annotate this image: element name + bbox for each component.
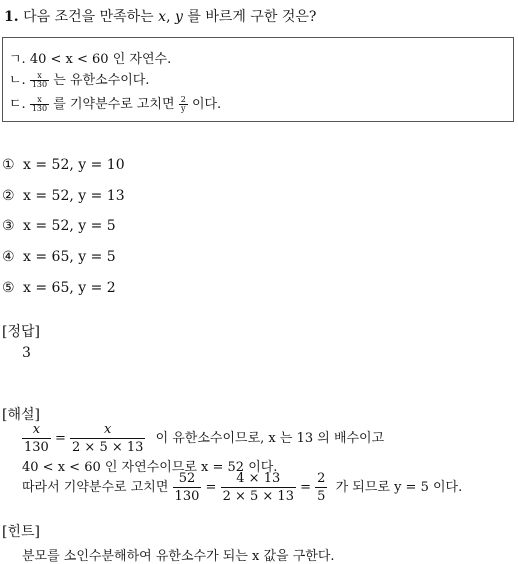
choice-1-marker: ①	[2, 157, 15, 173]
explanation-1-f1-num: x	[32, 422, 41, 437]
explanation-3-f1-den: 130	[174, 489, 200, 504]
question-sep: ,	[166, 9, 171, 25]
condition-3-text-end: 이다.	[191, 97, 222, 112]
choice-1-text: x = 52, y = 10	[23, 157, 125, 173]
explanation-3-text-after: 가 되므로 y = 5 이다.	[335, 480, 463, 495]
explanation-1-fraction-1	[22, 423, 51, 454]
explanation-1-eq: =	[54, 431, 66, 446]
choice-3[interactable]	[2, 218, 116, 234]
answer-value: 3	[22, 345, 31, 361]
choice-3-text: x = 52, y = 5	[23, 218, 116, 234]
choice-5-text: x = 65, y = 2	[23, 280, 116, 296]
explanation-line-1	[22, 423, 384, 454]
condition-3-num2: 2	[180, 95, 186, 104]
explanation-1-f2-den: 2 × 5 × 13	[72, 440, 144, 455]
explanation-3-f3-den: 5	[317, 489, 326, 504]
explanation-3-eq1: =	[205, 480, 217, 495]
choice-4[interactable]	[2, 249, 116, 265]
condition-2-text: 는 유한소수이다.	[53, 73, 150, 88]
condition-2	[9, 69, 149, 89]
condition-3-den: 130	[31, 104, 48, 113]
explanation-line-3	[22, 472, 462, 503]
question-number: 1.	[4, 9, 19, 25]
condition-2-marker: ㄴ.	[9, 73, 26, 88]
choice-1[interactable]	[2, 157, 125, 173]
condition-1-marker: ㄱ.	[9, 52, 26, 67]
choice-4-text: x = 65, y = 5	[23, 249, 116, 265]
explanation-1-fraction-2	[70, 423, 145, 454]
conditions-box	[2, 37, 514, 122]
choice-2-marker: ②	[2, 188, 15, 204]
explanation-3-f2-num: 4 × 13	[236, 471, 281, 486]
question-line	[4, 6, 316, 26]
hint-text: 분모를 소인수분해하여 유한소수가 되는 x 값을 구한다.	[22, 549, 335, 564]
condition-2-num: x	[37, 71, 42, 80]
condition-3-marker: ㄷ.	[9, 97, 26, 112]
choice-2[interactable]	[2, 188, 125, 204]
condition-3-den2: y	[179, 104, 188, 113]
condition-2-fraction	[30, 72, 49, 89]
hint-label: [힌트]	[2, 524, 40, 540]
choice-2-text: x = 52, y = 13	[23, 188, 125, 204]
question-var-y: y	[174, 9, 183, 25]
condition-3-fraction-1	[30, 96, 49, 113]
explanation-1-f2-num: x	[104, 422, 112, 437]
question-text-before: 다음 조건을 만족하는	[23, 9, 154, 25]
explanation-3-f1-num: 52	[178, 471, 196, 486]
choice-5[interactable]	[2, 280, 116, 296]
explanation-label: [해설]	[2, 407, 40, 423]
condition-3-fraction-2	[179, 96, 188, 113]
explanation-line-2: 40 < x < 60 인 자연수이므로 x = 52 이다.	[22, 460, 278, 475]
choice-4-marker: ④	[2, 249, 15, 265]
choice-5-marker: ⑤	[2, 280, 15, 296]
explanation-3-fraction-3	[315, 472, 327, 503]
question-text-after: 를 바르게 구한 것은?	[187, 9, 317, 25]
explanation-3-fraction-2	[221, 472, 296, 503]
explanation-1-f1-den: 130	[24, 440, 49, 455]
condition-3-num: x	[37, 95, 42, 104]
condition-1	[9, 48, 171, 67]
condition-1-math: 40 < x < 60	[29, 52, 109, 67]
condition-3	[9, 93, 221, 113]
question-var-x: x	[158, 9, 167, 25]
answer-label: [정답]	[2, 324, 40, 340]
explanation-3-eq2: =	[300, 480, 312, 495]
condition-3-text-mid: 를 기약분수로 고치면	[53, 97, 175, 112]
choice-3-marker: ③	[2, 218, 15, 234]
explanation-1-text: 이 유한소수이므로, x 는 13 의 배수이고	[155, 431, 385, 446]
explanation-3-fraction-1	[173, 472, 202, 503]
condition-2-den: 130	[31, 80, 48, 89]
explanation-3-f2-den: 2 × 5 × 13	[222, 489, 294, 504]
condition-1-text: 인 자연수.	[112, 52, 172, 67]
explanation-3-f3-num: 2	[317, 471, 326, 486]
explanation-3-text-before: 따라서 기약분수로 고치면	[22, 480, 169, 495]
